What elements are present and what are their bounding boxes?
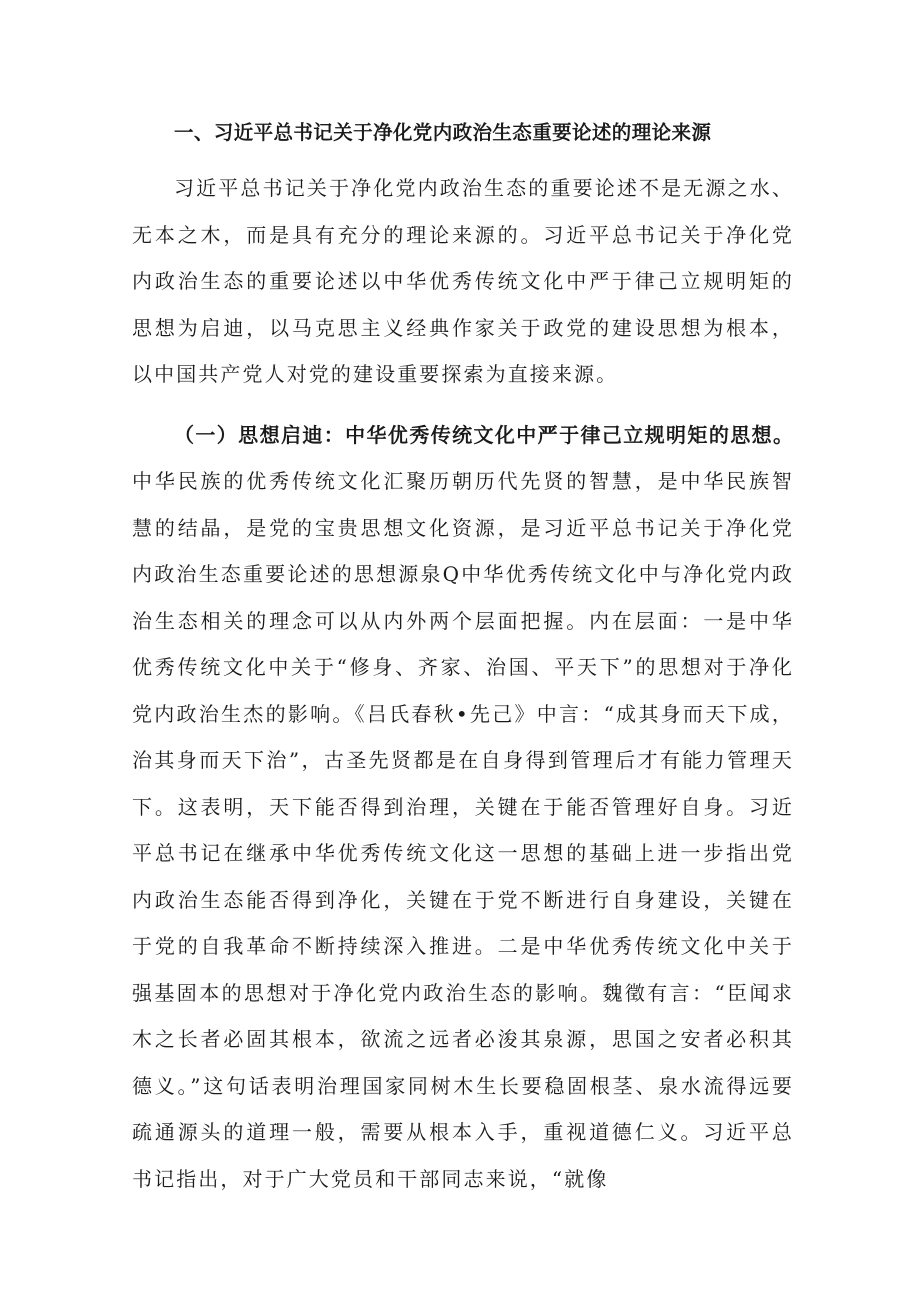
document-page	[132, 110, 794, 1202]
subsection-lead: （一）思想启迪：中华优秀传统文化中严于律己立规明矩的思想。	[174, 422, 794, 447]
intro-paragraph: 习近平总书记关于净化党内政治生态的重要论述不是无源之水、无本之木，而是具有充分的理论来源的。习近平总书记关于净化党内政治生态的重要论述以中华优秀传统文化中严于律己立规明矩的思想为启迪，以马克思主义经典作家关于政党的建设思想为根本，以中国共产党人对党的建设重要探索为直接来源。	[132, 176, 794, 386]
section-heading: 一、习近平总书记关于净化党内政治生态重要论述的理论来源	[174, 121, 712, 144]
subsection-paragraph	[132, 412, 794, 1203]
subsection-body: 中华民族的优秀传统文化汇聚历朝历代先贤的智慧，是中华民族智慧的结晶，是党的宝贵思想文化资源，是习近平总书记关于净化党内政治生态重要论述的思想源泉Q中华优秀传统文化中与净化党内政治生态相关的理念可以从内外两个层面把握。内在层面：一是中华优秀传统文化中关于“修身、齐家、治国、平天下”的思想对于净化党内政治生杰的影响。《吕氏春秋•先己》中言：“成其身而天下成，治其身而天下治”，古圣先贤都是在自身得到管理后才有能力管理天下。这表明，天下能否得到治理，关键在于能否管理好自身。习近平总书记在继承中华优秀传统文化这一思想的基础上进一步指出党内政治生态能否得到净化，关键在于党不断进行自身建设，关键在于党的自我革命不断持续深入推进。二是中华优秀传统文化中关于强基固本的思想对于净化党内政治生态的影响。魏徵有言：“臣闻求木之长者必固其根本，欲流之远者必浚其泉源，思国之安者必积其德义。”这句话表明治理国家同树木生长要稳固根茎、泉水流得远要疏通源头的道理一般，需要从根本入手，重视道德仁义。习近平总书记指出，对于广大党员和干部同志来说，“就像	[132, 469, 794, 1191]
